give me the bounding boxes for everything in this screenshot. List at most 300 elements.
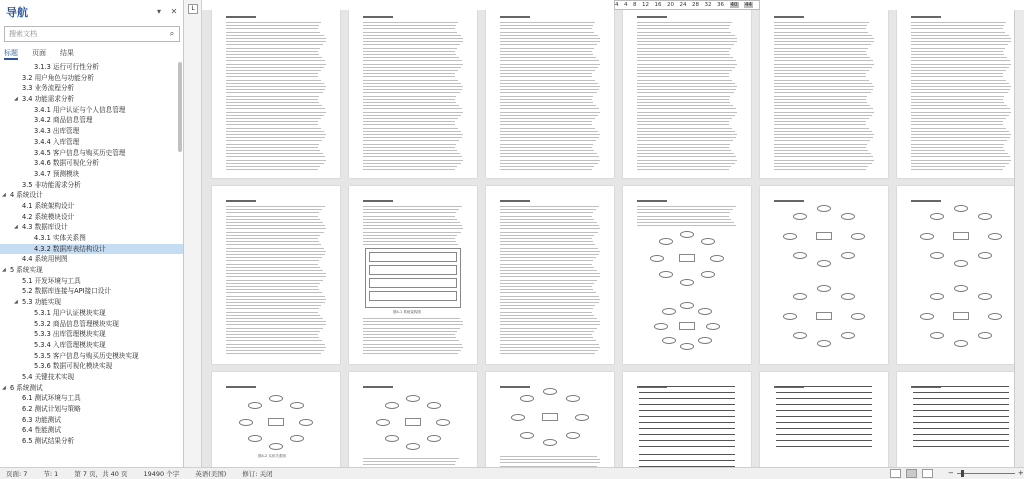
tab-results[interactable]: 结果 — [60, 49, 74, 57]
page-heading — [774, 200, 804, 202]
nav-heading-item[interactable] — [0, 137, 183, 148]
diagram-ellipse — [248, 402, 262, 409]
read-mode-button[interactable] — [890, 469, 901, 478]
text-line — [500, 166, 594, 167]
text-line — [637, 222, 734, 223]
view-buttons — [890, 469, 938, 478]
diagram-box — [369, 278, 457, 288]
table-rule — [913, 440, 1009, 441]
text-line — [226, 86, 326, 87]
text-line — [774, 128, 869, 129]
nav-scrollbar[interactable] — [178, 62, 182, 152]
text-line — [774, 118, 869, 119]
ruler-mark: 16 — [654, 2, 662, 8]
nav-heading-item[interactable] — [0, 126, 183, 137]
text-line — [500, 150, 594, 151]
text-line — [363, 105, 459, 106]
text-line — [500, 102, 593, 103]
expand-arrow-icon[interactable]: ◢ — [2, 267, 6, 274]
text-line — [774, 124, 866, 125]
diagram-box — [679, 322, 695, 330]
text-line — [500, 118, 595, 119]
text-line — [774, 83, 872, 84]
document-page[interactable] — [760, 186, 888, 364]
document-page[interactable] — [212, 10, 340, 178]
nav-heading-item[interactable] — [0, 425, 183, 436]
text-line — [363, 48, 457, 49]
nav-heading-item[interactable] — [0, 94, 183, 105]
document-page[interactable] — [897, 372, 1024, 467]
nav-heading-label: 4.3 数据库设计 — [22, 223, 68, 232]
nav-heading-label: 3.4.3 出库管理 — [34, 127, 80, 136]
zoom-in-button[interactable]: + — [1017, 469, 1024, 477]
status-page[interactable]: 页面: 7 — [6, 470, 28, 478]
text-line — [911, 54, 1004, 55]
text-line — [911, 108, 1010, 109]
text-line — [226, 73, 318, 74]
status-section[interactable]: 节: 1 — [43, 470, 59, 478]
table-rule — [776, 410, 872, 411]
text-line — [363, 169, 455, 170]
text-line — [911, 73, 1003, 74]
diagram-ellipse — [566, 432, 580, 439]
document-page[interactable] — [349, 10, 477, 178]
text-line — [774, 41, 874, 42]
text-line — [226, 321, 326, 322]
text-line — [500, 340, 596, 341]
diagram-ellipse — [654, 323, 668, 330]
text-line — [774, 147, 866, 148]
tab-selector[interactable]: L — [188, 4, 198, 14]
document-scrollbar[interactable] — [1014, 10, 1024, 467]
text-line — [500, 257, 596, 258]
text-line — [363, 124, 455, 125]
text-line — [774, 57, 870, 58]
nav-heading-item[interactable] — [0, 62, 183, 73]
diagram-ellipse — [783, 313, 797, 320]
document-page[interactable] — [897, 186, 1024, 364]
nav-heading-item[interactable] — [0, 158, 183, 169]
text-line — [637, 57, 733, 58]
diagram-box — [369, 252, 457, 262]
nav-heading-label: 3.2 用户角色与功能分析 — [22, 73, 94, 82]
nav-heading-label: 3.5 非功能需求分析 — [22, 180, 81, 189]
nav-heading-item[interactable] — [0, 212, 183, 223]
text-line — [774, 163, 872, 164]
table-rule — [639, 440, 735, 441]
nav-heading-item[interactable] — [0, 286, 183, 297]
nav-heading-label: 5.3.5 客户信息与购买历史模块实现 — [34, 351, 139, 360]
nav-heading-item[interactable] — [0, 404, 183, 415]
search-input[interactable] — [9, 30, 165, 38]
diagram-ellipse — [701, 271, 715, 278]
diagram-box — [953, 232, 969, 240]
close-icon[interactable]: ✕ — [170, 7, 178, 16]
text-line — [363, 121, 455, 122]
expand-arrow-icon[interactable]: ◢ — [14, 299, 18, 306]
text-line — [363, 156, 462, 157]
diagram-ellipse — [978, 293, 992, 300]
text-line — [363, 99, 455, 100]
text-line — [363, 238, 455, 239]
nav-heading-label: 3.4 功能需求分析 — [22, 95, 75, 104]
text-line — [911, 128, 1006, 129]
text-line — [226, 267, 320, 268]
nav-heading-item[interactable] — [0, 254, 183, 265]
document-page[interactable] — [486, 10, 614, 178]
text-line — [911, 163, 1009, 164]
diagram-box — [542, 413, 558, 421]
text-line — [637, 80, 732, 81]
text-line — [911, 67, 1009, 68]
diagram-ellipse — [954, 260, 968, 267]
figure-caption: 图4-1 系统架构图 — [393, 310, 421, 314]
nav-heading-label: 3.4.7 预测模块 — [34, 169, 80, 178]
nav-heading-item[interactable] — [0, 319, 183, 330]
diagram-ellipse — [543, 439, 557, 446]
text-line — [911, 150, 1005, 151]
text-line — [226, 270, 323, 271]
page-heading — [363, 386, 393, 388]
zoom-slider-thumb[interactable] — [961, 470, 964, 477]
diagram-ellipse — [520, 395, 534, 402]
text-line — [363, 206, 462, 207]
text-line — [363, 458, 459, 459]
text-line — [226, 206, 325, 207]
diagram-ellipse — [299, 419, 313, 426]
nav-heading-label: 4.1 系统架构设计 — [22, 201, 75, 210]
text-line — [226, 241, 319, 242]
diagram-ellipse — [385, 435, 399, 442]
diagram-ellipse — [650, 255, 664, 262]
text-line — [363, 144, 456, 145]
tab-headings[interactable]: 标题 — [4, 48, 18, 60]
text-line — [637, 140, 733, 141]
text-line — [226, 273, 326, 274]
text-line — [774, 38, 874, 39]
diagram-ellipse — [978, 252, 992, 259]
table-rule — [913, 398, 1009, 399]
text-line — [500, 80, 595, 81]
text-line — [363, 73, 455, 74]
text-line — [226, 118, 321, 119]
diagram-ellipse — [793, 332, 807, 339]
horizontal-ruler[interactable] — [614, 0, 760, 10]
nav-heading-label: 3.4.6 数据可视化分析 — [34, 159, 100, 168]
text-line — [363, 163, 461, 164]
text-line — [911, 153, 1008, 154]
text-line — [363, 160, 463, 161]
text-line — [500, 228, 600, 229]
text-line — [500, 331, 594, 332]
text-line — [774, 92, 871, 93]
table-rule — [913, 416, 1009, 417]
text-line — [363, 244, 458, 245]
expand-arrow-icon[interactable]: ◢ — [14, 224, 18, 231]
ruler-mark: 28 — [692, 2, 699, 8]
text-line — [911, 60, 1010, 61]
status-page-count[interactable]: 第 7 页，共 40 页 — [74, 470, 128, 478]
nav-heading-item[interactable] — [0, 340, 183, 351]
text-line — [363, 353, 458, 354]
text-line — [500, 32, 594, 33]
diagram-ellipse — [662, 308, 676, 315]
document-page[interactable] — [623, 372, 751, 467]
text-line — [363, 321, 463, 322]
nav-heading-item[interactable] — [0, 201, 183, 212]
text-line — [500, 86, 600, 87]
text-line — [363, 340, 459, 341]
nav-heading-item[interactable] — [0, 415, 183, 426]
text-line — [637, 212, 730, 213]
text-line — [500, 51, 592, 52]
nav-heading-item[interactable] — [0, 361, 183, 372]
nav-heading-item[interactable] — [0, 169, 183, 180]
text-line — [226, 128, 321, 129]
text-line — [774, 99, 866, 100]
document-area[interactable] — [202, 10, 1024, 467]
nav-heading-item[interactable] — [0, 276, 183, 287]
text-line — [226, 83, 324, 84]
nav-heading-item[interactable] — [0, 351, 183, 362]
print-layout-button[interactable] — [906, 469, 917, 478]
text-line — [363, 60, 462, 61]
text-line — [911, 147, 1003, 148]
text-line — [363, 134, 463, 135]
nav-heading-item[interactable] — [0, 190, 183, 201]
status-track-changes[interactable]: 修订: 关闭 — [242, 470, 273, 478]
text-line — [500, 144, 593, 145]
table-rule — [639, 446, 735, 447]
search-dropdown-icon[interactable]: ⌕ — [169, 29, 175, 38]
text-line — [500, 137, 599, 138]
zoom-out-button[interactable]: − — [948, 469, 954, 477]
document-page[interactable] — [486, 372, 614, 467]
diagram-ellipse — [543, 388, 557, 395]
text-line — [226, 96, 319, 97]
nav-heading-item[interactable] — [0, 105, 183, 116]
text-line — [774, 67, 872, 68]
text-line — [226, 328, 323, 329]
text-line — [637, 25, 730, 26]
text-line — [363, 337, 456, 338]
table-rule — [639, 416, 735, 417]
text-line — [911, 51, 1003, 52]
text-line — [500, 238, 592, 239]
diagram-ellipse — [680, 279, 694, 286]
text-line — [226, 121, 318, 122]
text-line — [774, 76, 866, 77]
nav-heading-label: 5.3.3 出库管理模块实现 — [34, 330, 106, 339]
nav-heading-label: 6.4 性能测试 — [22, 426, 61, 435]
document-page[interactable] — [486, 186, 614, 364]
nav-heading-item[interactable] — [0, 383, 183, 394]
nav-heading-item[interactable] — [0, 180, 183, 191]
text-line — [500, 54, 593, 55]
text-line — [500, 89, 599, 90]
text-line — [226, 257, 322, 258]
document-page[interactable] — [349, 372, 477, 467]
text-line — [500, 219, 594, 220]
text-line — [500, 131, 598, 132]
text-line — [911, 99, 1003, 100]
document-page[interactable] — [623, 10, 751, 178]
diagram-ellipse — [841, 213, 855, 220]
nav-heading-item[interactable] — [0, 83, 183, 94]
nav-heading-label: 6.1 测试环境与工具 — [22, 394, 81, 403]
diagram-ellipse — [851, 233, 865, 240]
text-line — [226, 289, 319, 290]
text-line — [363, 32, 457, 33]
document-page[interactable] — [760, 10, 888, 178]
document-page[interactable] — [897, 10, 1024, 178]
text-line — [774, 60, 873, 61]
page-heading — [226, 200, 256, 202]
text-line — [500, 235, 594, 236]
text-line — [637, 108, 736, 109]
nav-heading-label: 4.4 系统用例图 — [22, 255, 68, 264]
text-line — [637, 99, 729, 100]
text-line — [911, 92, 1008, 93]
text-line — [774, 144, 867, 145]
vertical-ruler — [184, 0, 202, 467]
nav-heading-item[interactable] — [0, 244, 183, 255]
text-line — [226, 324, 326, 325]
nav-heading-label: 3.1.3 运行可行性分析 — [34, 63, 100, 71]
document-page[interactable] — [623, 186, 751, 364]
text-line — [226, 131, 324, 132]
text-line — [500, 308, 593, 309]
text-line — [500, 153, 597, 154]
text-line — [500, 99, 592, 100]
diagram-ellipse — [290, 402, 304, 409]
text-line — [911, 83, 1009, 84]
nav-heading-item[interactable] — [0, 222, 183, 233]
nav-heading-item[interactable] — [0, 297, 183, 308]
text-line — [500, 121, 592, 122]
text-line — [363, 22, 458, 23]
page-heading — [911, 200, 941, 202]
text-line — [226, 169, 318, 170]
document-page[interactable] — [212, 186, 340, 364]
nav-heading-item[interactable] — [0, 148, 183, 159]
expand-arrow-icon[interactable]: ◢ — [2, 192, 6, 199]
nav-heading-item[interactable] — [0, 233, 183, 244]
text-line — [911, 124, 1003, 125]
text-line — [774, 44, 871, 45]
text-line — [363, 324, 463, 325]
table-rule — [913, 392, 1009, 393]
diagram-ellipse — [248, 435, 262, 442]
document-page[interactable] — [212, 372, 340, 467]
web-layout-button[interactable] — [922, 469, 933, 478]
text-line — [911, 32, 1005, 33]
text-line — [500, 350, 598, 351]
text-line — [911, 169, 1003, 170]
status-word-count[interactable]: 19490 个字 — [143, 470, 180, 478]
text-line — [226, 28, 318, 29]
text-line — [774, 108, 873, 109]
text-line — [500, 70, 595, 71]
text-line — [774, 70, 869, 71]
nav-heading-item[interactable] — [0, 436, 183, 447]
text-line — [226, 254, 325, 255]
text-line — [500, 273, 600, 274]
diagram-ellipse — [930, 213, 944, 220]
diagram-ellipse — [841, 332, 855, 339]
nav-heading-item[interactable] — [0, 329, 183, 340]
diagram-box — [816, 312, 832, 320]
text-line — [911, 144, 1004, 145]
nav-heading-label: 6.3 功能测试 — [22, 415, 61, 424]
nav-heading-item[interactable] — [0, 73, 183, 84]
text-line — [500, 353, 595, 354]
text-line — [363, 166, 457, 167]
text-line — [363, 461, 456, 462]
text-line — [226, 212, 319, 213]
status-language[interactable]: 英语(美国) — [195, 470, 227, 478]
text-line — [363, 153, 460, 154]
text-line — [500, 206, 599, 207]
text-line — [637, 131, 735, 132]
text-line — [637, 156, 736, 157]
text-line — [500, 73, 592, 74]
table-rule — [776, 416, 872, 417]
expand-arrow-icon[interactable]: ◢ — [14, 96, 18, 103]
text-line — [500, 296, 599, 297]
zoom-slider[interactable] — [957, 473, 1015, 474]
search-box — [4, 26, 180, 42]
document-page[interactable] — [760, 372, 888, 467]
ruler-mark: 24 — [679, 2, 687, 8]
text-line — [500, 344, 599, 345]
text-line — [911, 38, 1011, 39]
text-line — [226, 32, 320, 33]
nav-heading-label: 5.3.6 数据可视化模块实现 — [34, 362, 113, 371]
text-line — [911, 48, 1005, 49]
text-line — [363, 128, 458, 129]
document-page[interactable] — [349, 186, 477, 364]
nav-options-icon[interactable]: ▾ — [156, 7, 161, 16]
text-line — [226, 244, 321, 245]
text-line — [226, 219, 320, 220]
text-line — [226, 283, 320, 284]
nav-heading-item[interactable] — [0, 265, 183, 276]
text-line — [911, 134, 1011, 135]
table-rule — [913, 434, 1009, 435]
text-line — [226, 38, 326, 39]
text-line — [226, 89, 325, 90]
table-rule — [639, 460, 735, 461]
text-line — [500, 41, 600, 42]
text-line — [500, 35, 598, 36]
nav-heading-item[interactable] — [0, 115, 183, 126]
tab-pages[interactable]: 页面 — [32, 49, 46, 57]
table-rule — [776, 434, 872, 435]
text-line — [774, 54, 867, 55]
nav-heading-item[interactable] — [0, 308, 183, 319]
text-line — [500, 251, 600, 252]
expand-arrow-icon[interactable]: ◢ — [2, 384, 6, 391]
text-line — [363, 102, 456, 103]
text-line — [500, 156, 599, 157]
table-rule — [776, 428, 872, 429]
nav-heading-item[interactable] — [0, 372, 183, 383]
text-line — [363, 51, 455, 52]
figure-caption: 图4-2 实体关系图 — [258, 454, 286, 458]
text-line — [500, 28, 592, 29]
nav-heading-item[interactable] — [0, 393, 183, 404]
